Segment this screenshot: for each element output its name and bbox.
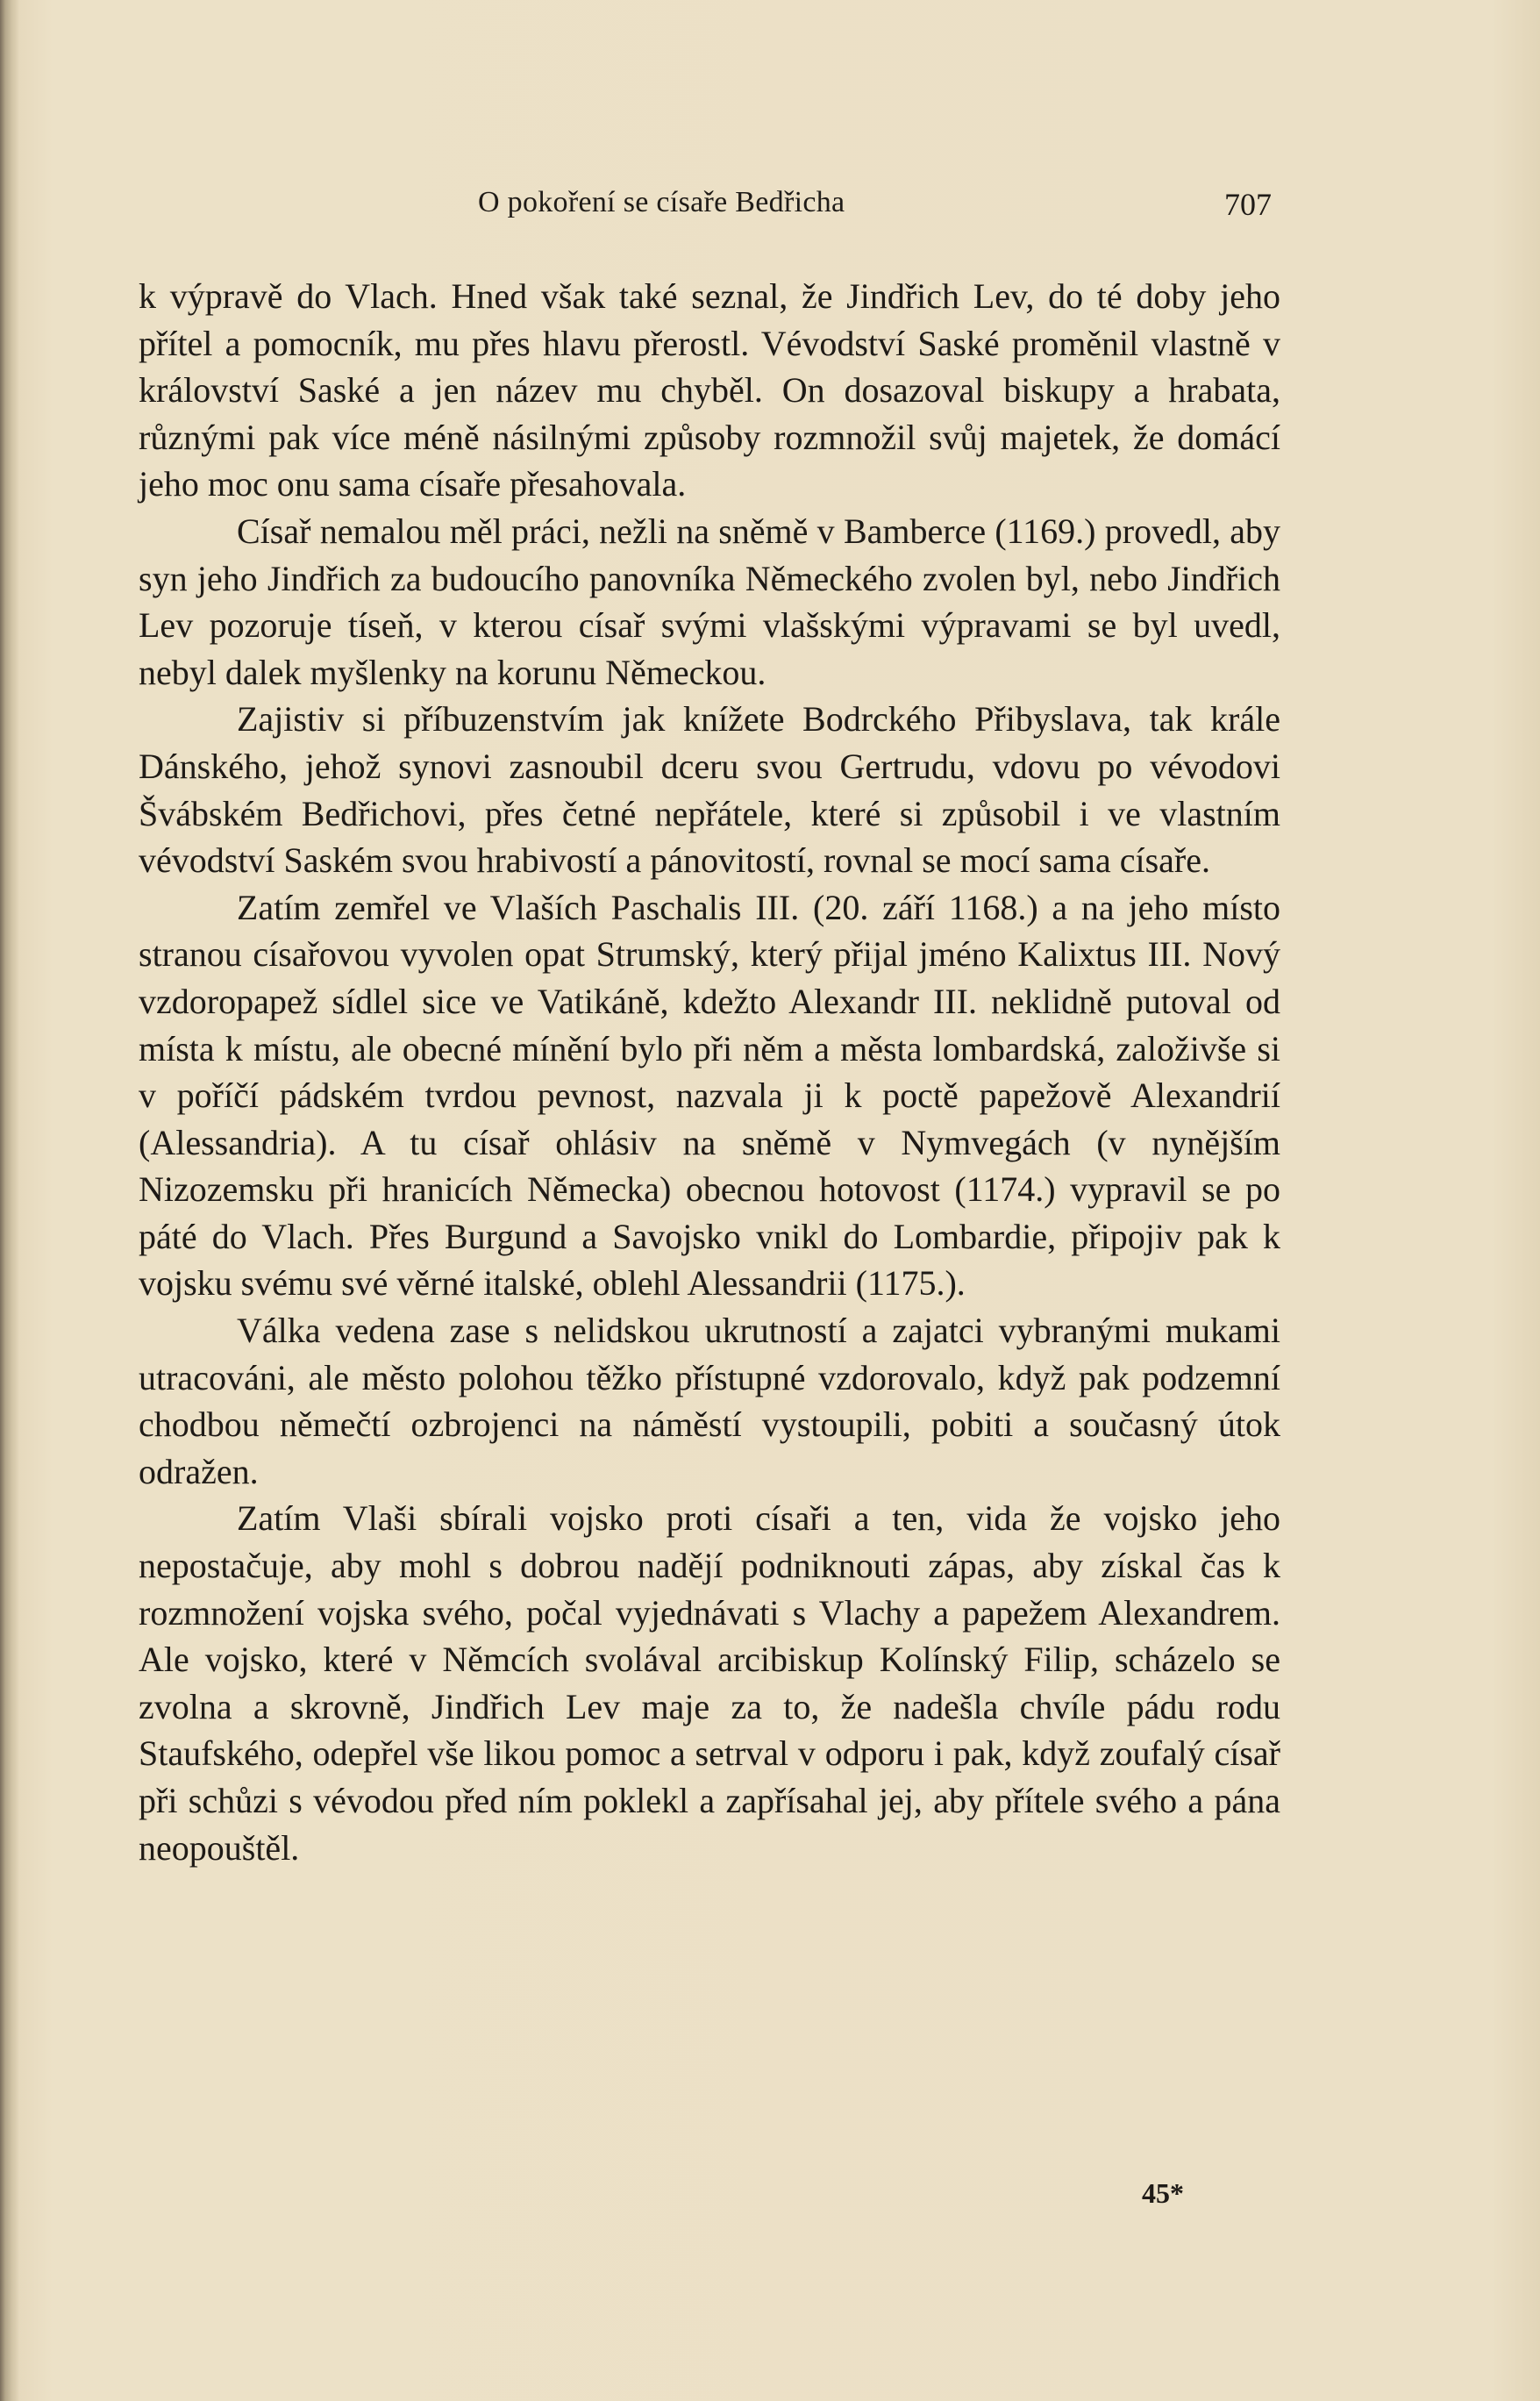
paragraph: Císař nemalou měl práci, nežli na sněmě v Bamberce (1169.) provedl, aby syn jeho Jindřich za budoucího panovníka Německého zvolen byl, nebo Jindřich Lev pozoruje tíseň, v kterou císař svými vlašskými výpravami se byl uvedl, nebyl dalek myšlenky na korunu Německou. [139, 511, 1280, 692]
running-title: O pokoření se císaře Bedřicha [478, 186, 845, 218]
paragraph: k výpravě do Vlach. Hned však také seznal, že Jindřich Lev, do té doby jeho přítel a pomocník, mu přes hlavu přerostl. Vévodství Saské proměnil vlastně v království Saské a jen název mu chyběl. On dosazoval biskupy a hrabata, různými pak více méně násilnými způsoby rozmnožil svůj majetek, že domácí jeho moc onu sama císaře přesahovala. [139, 276, 1280, 504]
paragraph: Zatím zemřel ve Vlaších Paschalis III. (20. září 1168.) a na jeho místo stranou císařovou vyvolen opat Strumský, který přijal jméno Kalixtus III. Nový vzdoropapež sídlel sice ve Vatikáně, kdežto Alexandr III. neklidně putoval od místa k místu, ale obecné mínění bylo při něm a města lombardská, založivše si v poříčí pádském tvrdou pevnost, nazvala ji k poctě papežově Alexandrií (Alessandria). A tu císař ohlásiv na sněmě v Nymvegách (v nynějším Nizozemsku při hranicích Německa) obecnou hotovost (1174.) vypravil se po páté do Vlach. Přes Burgund a Savojsko vnikl do Lombardie, připojiv pak k vojsku svému své věrné italské, oblehl Alessandrii (1175.). [139, 887, 1280, 1304]
paragraph: Zajistiv si příbuzenstvím jak knížete Bodrckého Přibyslava, tak krále Dánského, jehož synovi zasnoubil dceru svou Gertrudu, vdovu po vévodovi Švábském Bedřichovi, přes četné nepřátele, které si způsobil i ve vlastním vévodství Saském svou hrabivostí a pánovitostí, rovnal se mocí sama císaře. [139, 699, 1280, 881]
page-number: 707 [1224, 187, 1272, 222]
book-spine-edge [0, 0, 19, 2401]
paragraph: Válka vedena zase s nelidskou ukrutností a zajatci vybranými mukami utracováni, ale město polohou těžko přístupné vzdorovalo, když pak podzemní chodbou němečtí ozbrojenci na náměstí vystoupili, pobiti a současný útok odražen. [139, 1311, 1280, 1491]
page-header [140, 186, 1272, 230]
paragraph: Zatím Vlaši sbírali vojsko proti císaři a ten, vida že vojsko jeho nepostačuje, aby mohl s dobrou nadějí podniknouti zápas, aby získal čas k rozmnožení vojska svého, počal vyjednávati s Vlachy a papežem Alexandrem. Ale vojsko, které v Němcích svolával arcibiskup Kolínský Filip, scházelo se zvolna a skrovně, Jindřich Lev maje za to, že nadešla chvíle pádu rodu Staufského, odepřel vše likou pomoc a setrval v odporu i pak, když zoufalý císař při schůzi s vévodou před ním poklekl a zapřísahal jej, aby přítele svého a pána neopouštěl. [139, 1498, 1280, 1868]
body-text [139, 273, 1280, 1871]
printer-signature-mark: 45* [1142, 2177, 1184, 2209]
